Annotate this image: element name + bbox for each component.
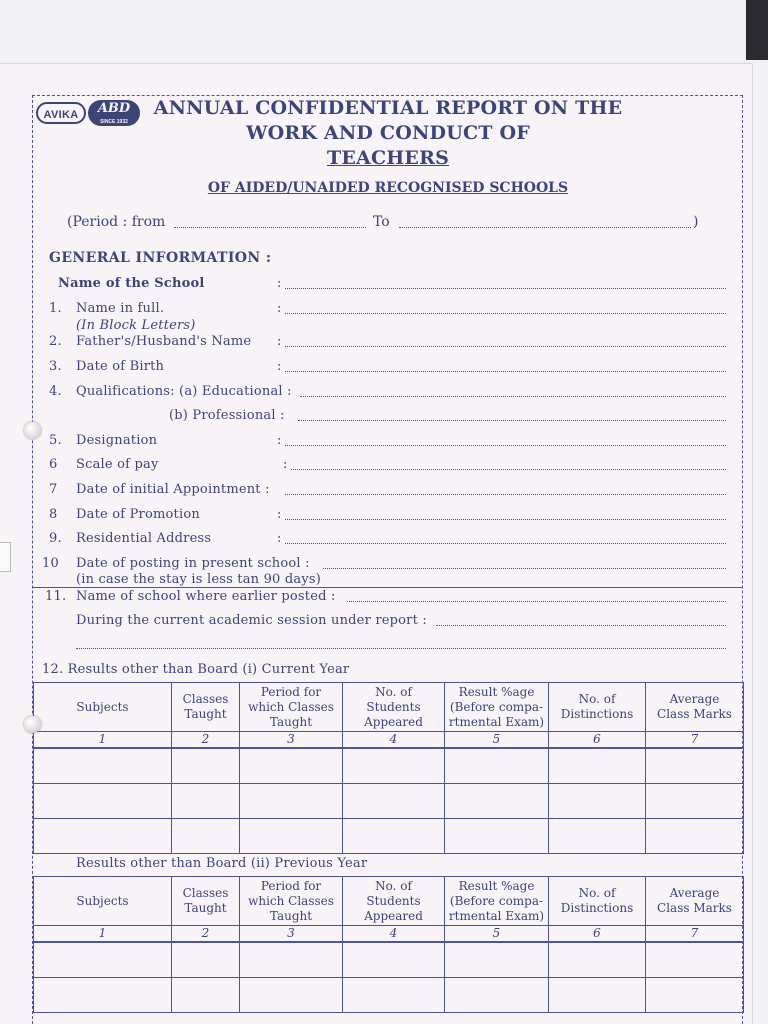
abd-logo: [88, 100, 140, 126]
table-cell[interactable]: [549, 748, 646, 784]
table-cell[interactable]: [34, 942, 172, 978]
column-number: 7: [646, 732, 744, 749]
field-number: 7: [49, 482, 58, 497]
table-row: [34, 748, 744, 784]
column-number: 1: [34, 732, 172, 749]
column-number: 2: [172, 926, 240, 943]
period-from-label: (Period : from: [67, 214, 166, 230]
colon: :: [277, 301, 282, 316]
table-cell[interactable]: [343, 942, 445, 978]
residential-address-label: Residential Address: [76, 531, 212, 546]
scale-of-pay-field[interactable]: [291, 469, 726, 470]
table-cell[interactable]: [343, 784, 445, 819]
field-number: 10: [42, 556, 59, 571]
column-header-distinctions: No. of Distinctions: [549, 683, 646, 732]
current-session-field[interactable]: [436, 625, 726, 626]
initial-appointment-field[interactable]: [285, 494, 726, 495]
table-cell[interactable]: [445, 942, 549, 978]
dob-label: Date of Birth: [76, 359, 165, 374]
table-cell[interactable]: [172, 978, 240, 1013]
column-number: 3: [240, 926, 343, 943]
table-cell[interactable]: [646, 942, 744, 978]
column-number: 3: [240, 732, 343, 749]
designation-label: Designation: [76, 433, 158, 448]
field-number: 8: [49, 507, 58, 522]
table-row: [34, 978, 744, 1013]
column-number: 5: [445, 732, 549, 749]
table-cell[interactable]: [34, 978, 172, 1013]
column-header-subjects: Subjects: [34, 877, 172, 926]
promotion-date-label: Date of Promotion: [76, 507, 200, 522]
results-current-heading: 12. Results other than Board (i) Current Year: [42, 662, 350, 677]
punch-hole: [24, 716, 41, 733]
table-cell[interactable]: [646, 819, 744, 854]
scanner-edge: [746, 0, 768, 60]
column-number: 4: [343, 926, 445, 943]
period-from-field[interactable]: [174, 227, 366, 228]
divider: [33, 587, 743, 588]
publisher-logo: [36, 100, 144, 128]
avika-logo: AVIKA: [36, 102, 86, 124]
period-close: ): [693, 214, 699, 230]
table-row: [34, 942, 744, 978]
results-previous-table: [33, 876, 744, 1013]
subtitle: OF AIDED/UNAIDED RECOGNISED SCHOOLS: [207, 180, 569, 196]
educational-qualification-field[interactable]: [300, 396, 726, 397]
field-number: 4.: [49, 384, 62, 399]
colon: :: [277, 276, 282, 291]
father-name-field[interactable]: [285, 346, 726, 347]
column-number: 6: [549, 926, 646, 943]
colon: :: [277, 507, 282, 522]
educational-qualification-label: Qualifications: (a) Educational :: [76, 384, 292, 399]
column-number: 5: [445, 926, 549, 943]
table-cell[interactable]: [445, 784, 549, 819]
title-line-2: WORK AND CONDUCT OF: [246, 122, 530, 144]
earlier-school-label: Name of school where earlier posted :: [76, 589, 336, 604]
column-number: 6: [549, 732, 646, 749]
table-cell[interactable]: [549, 784, 646, 819]
field-number: 6: [49, 457, 58, 472]
posting-date-label: Date of posting in present school :: [76, 556, 310, 571]
current-session-label: During the current academic session under report :: [76, 613, 427, 628]
professional-qualification-field[interactable]: [298, 420, 726, 421]
field-number: 1.: [49, 301, 62, 316]
school-name-field[interactable]: [285, 288, 726, 289]
column-header-period: Period for which Classes Taught: [240, 683, 343, 732]
field-number: 3.: [49, 359, 62, 374]
period-to-label: To: [373, 214, 390, 230]
column-header-average: Average Class Marks: [646, 877, 744, 926]
abd-text: ABD: [97, 101, 131, 116]
column-header-distinctions: No. of Distinctions: [549, 877, 646, 926]
title-line-3: TEACHERS: [326, 147, 450, 169]
table-cell[interactable]: [445, 748, 549, 784]
colon: :: [283, 457, 288, 472]
field-number: 11.: [45, 589, 67, 604]
table-cell[interactable]: [549, 978, 646, 1013]
column-number: 2: [172, 732, 240, 749]
colon: :: [277, 531, 282, 546]
scanner-background: [0, 0, 768, 66]
column-header-subjects: Subjects: [34, 683, 172, 732]
table-cell[interactable]: [240, 784, 343, 819]
since-text: SINCE 1932: [100, 119, 128, 125]
table-cell[interactable]: [343, 748, 445, 784]
column-number-row: [34, 732, 744, 749]
column-header-result: Result %age (Before compa- rtmental Exam): [445, 683, 549, 732]
table-header-row: [34, 683, 744, 732]
full-name-field[interactable]: [285, 313, 726, 314]
column-header-classes-taught: Classes Taught: [172, 877, 240, 926]
table-cell[interactable]: [646, 978, 744, 1013]
field-number: 9.: [49, 531, 62, 546]
table-header-row: [34, 877, 744, 926]
column-number: 4: [343, 732, 445, 749]
column-number: 1: [34, 926, 172, 943]
table-cell[interactable]: [34, 784, 172, 819]
column-number: 7: [646, 926, 744, 943]
column-header-period: Period for which Classes Taught: [240, 877, 343, 926]
column-header-students: No. of Students Appeared: [343, 877, 445, 926]
earlier-school-field[interactable]: [347, 601, 726, 602]
period-to-field[interactable]: [399, 227, 691, 228]
table-cell[interactable]: [646, 748, 744, 784]
block-letters-note: (In Block Letters): [76, 318, 196, 333]
results-previous-heading: Results other than Board (ii) Previous Year: [76, 856, 368, 871]
posting-date-field[interactable]: [323, 568, 726, 569]
table-cell[interactable]: [240, 748, 343, 784]
school-name-label: Name of the School: [58, 276, 205, 291]
column-number-row: [34, 926, 744, 943]
general-information-heading: GENERAL INFORMATION :: [49, 250, 272, 266]
table-cell[interactable]: [172, 748, 240, 784]
table-cell[interactable]: [343, 819, 445, 854]
table-row: [34, 819, 744, 854]
field-number: 2.: [49, 334, 62, 349]
residential-address-field[interactable]: [285, 543, 726, 544]
colon: :: [277, 359, 282, 374]
table-cell[interactable]: [172, 784, 240, 819]
table-cell[interactable]: [646, 784, 744, 819]
results-current-table: [33, 682, 744, 854]
dob-field[interactable]: [285, 371, 726, 372]
column-header-average: Average Class Marks: [646, 683, 744, 732]
table-cell[interactable]: [172, 819, 240, 854]
table-cell[interactable]: [240, 819, 343, 854]
column-header-result: Result %age (Before compa- rtmental Exam): [445, 877, 549, 926]
torn-edge: [0, 542, 11, 572]
father-name-label: Father's/Husband's Name: [76, 334, 252, 349]
promotion-date-field[interactable]: [285, 519, 726, 520]
table-cell[interactable]: [172, 942, 240, 978]
table-cell[interactable]: [549, 942, 646, 978]
column-header-students: No. of Students Appeared: [343, 683, 445, 732]
initial-appointment-label: Date of initial Appointment :: [76, 482, 270, 497]
punch-hole: [24, 422, 41, 439]
full-name-label: Name in full.: [76, 301, 165, 316]
colon: :: [277, 433, 282, 448]
field-number: 5.: [49, 433, 62, 448]
table-cell[interactable]: [549, 819, 646, 854]
table-cell[interactable]: [34, 748, 172, 784]
table-cell[interactable]: [445, 819, 549, 854]
posting-date-note: (in case the stay is less tan 90 days): [76, 572, 322, 587]
scale-of-pay-label: Scale of pay: [76, 457, 159, 472]
table-cell[interactable]: [240, 978, 343, 1013]
table-cell[interactable]: [343, 978, 445, 1013]
current-session-field-line-2[interactable]: [76, 648, 726, 649]
professional-qualification-label: (b) Professional :: [169, 408, 285, 423]
title-line-1: ANNUAL CONFIDENTIAL REPORT ON THE: [153, 97, 623, 119]
table-cell[interactable]: [240, 942, 343, 978]
column-header-classes-taught: Classes Taught: [172, 683, 240, 732]
table-cell[interactable]: [34, 819, 172, 854]
table-row: [34, 784, 744, 819]
colon: :: [277, 334, 282, 349]
designation-field[interactable]: [285, 445, 726, 446]
table-cell[interactable]: [445, 978, 549, 1013]
